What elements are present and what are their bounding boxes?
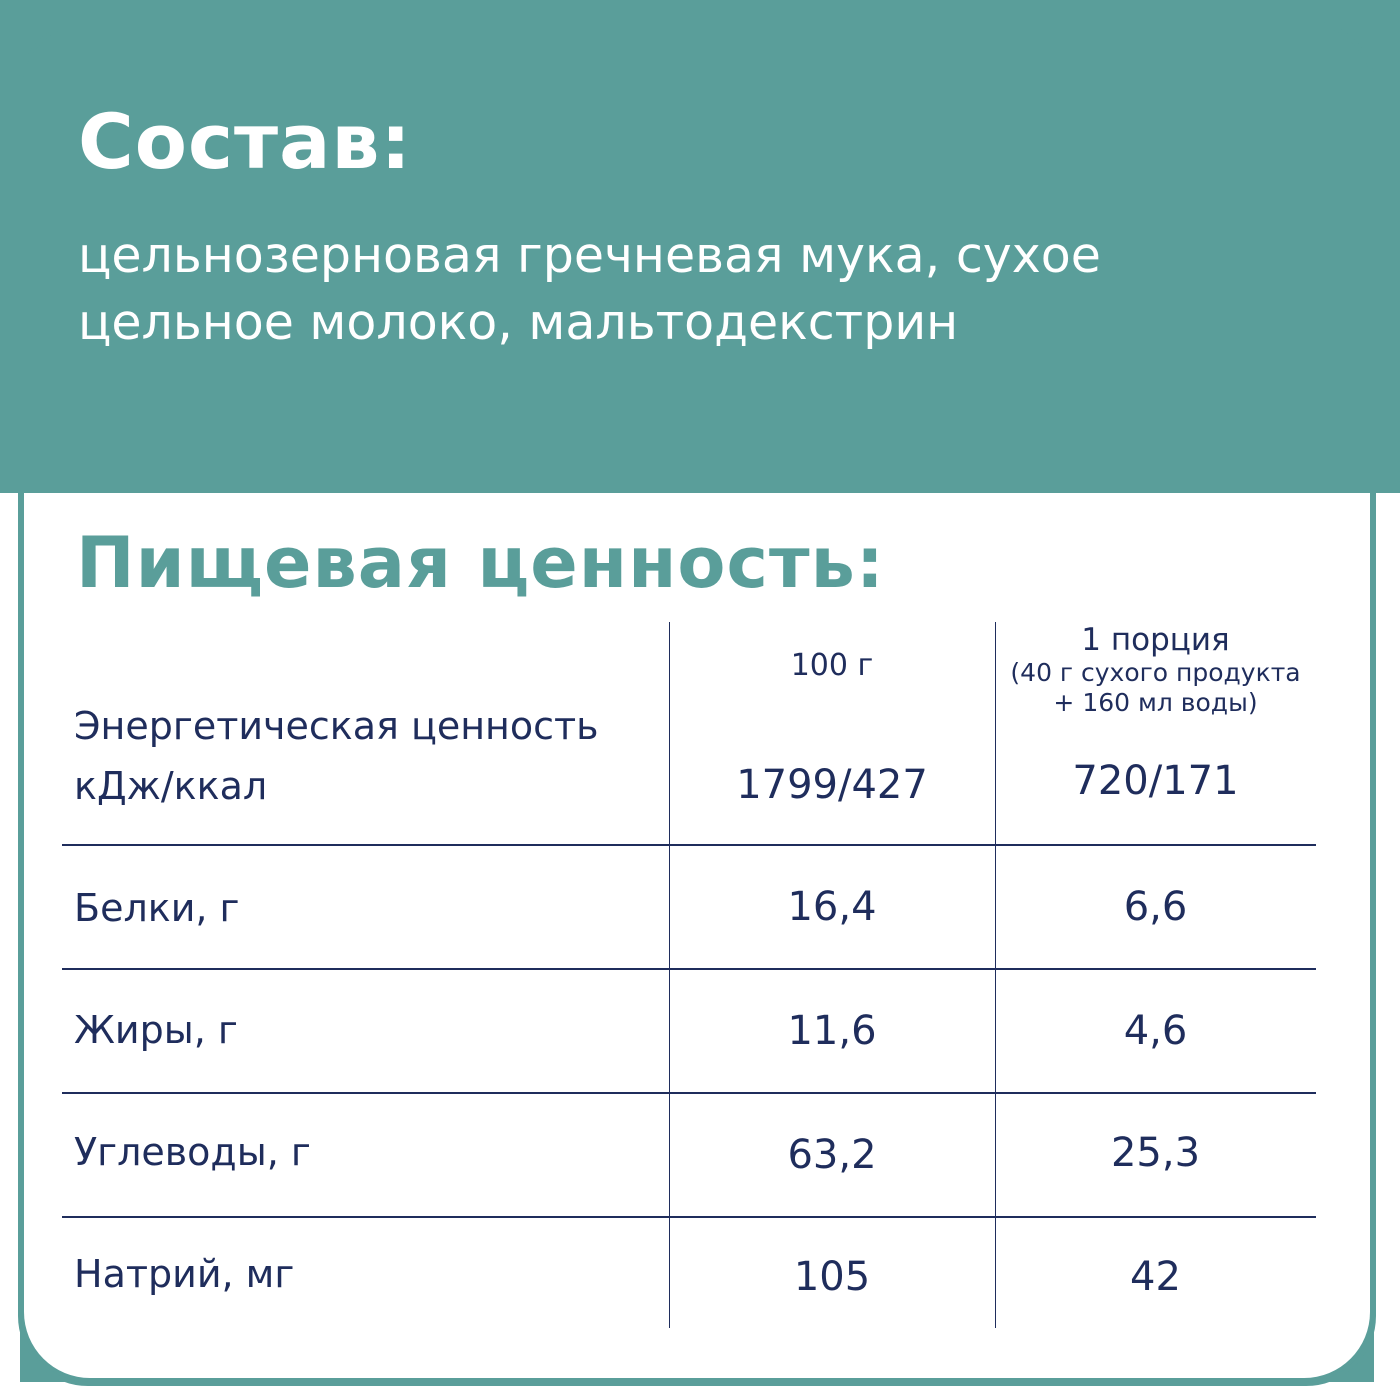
white-area-bottom: [0, 1382, 1400, 1400]
energy-per-100g: 1799/427: [736, 762, 928, 808]
carbohydrates-per-100g: 63,2: [787, 1132, 877, 1178]
row-divider: [62, 1092, 1316, 1094]
white-area-right: [1374, 493, 1400, 1400]
fat-per-100g: 11,6: [787, 1008, 877, 1054]
row-label-fat: Жиры, г: [74, 1008, 238, 1052]
composition-line-2: цельное молоко, мальтодекстрин: [78, 294, 959, 351]
row-label-energy-line-2: кДж/ккал: [74, 764, 268, 808]
sodium-per-100g: 105: [793, 1254, 871, 1300]
header-portion-main: 1 порция: [1081, 622, 1230, 658]
nutrition-title: Пищевая ценность:: [76, 522, 885, 604]
composition-title: Состав:: [78, 97, 412, 186]
row-divider: [62, 844, 1316, 846]
energy-per-portion: 720/171: [1072, 758, 1239, 804]
column-divider-1: [669, 622, 670, 1328]
row-divider: [62, 968, 1316, 970]
white-area-left: [0, 493, 20, 1400]
row-label-energy-line-1: Энергетическая ценность: [74, 704, 599, 748]
row-label-protein: Белки, г: [74, 886, 240, 930]
sodium-per-portion: 42: [1130, 1254, 1181, 1300]
fat-per-portion: 4,6: [1123, 1008, 1188, 1054]
protein-per-portion: 6,6: [1123, 884, 1188, 930]
carbohydrates-per-portion: 25,3: [1110, 1130, 1201, 1176]
header-per-100g: 100 г: [790, 648, 874, 683]
composition-text: [78, 222, 1178, 356]
header-portion-sub-1: (40 г сухого продукта: [1010, 658, 1301, 687]
header-per-portion: [995, 622, 1316, 718]
nutrition-table: [62, 622, 1316, 1328]
protein-per-100g: 16,4: [787, 884, 877, 930]
composition-line-1: цельнозерновая гречневая мука, сухое: [78, 227, 1101, 284]
header-portion-sub-2: + 160 мл воды): [1053, 688, 1258, 717]
row-divider: [62, 1216, 1316, 1218]
row-label-carbohydrates: Углеводы, г: [74, 1130, 311, 1174]
row-label-sodium: Натрий, мг: [74, 1252, 295, 1296]
column-divider-2: [995, 622, 996, 1328]
row-label-energy: [74, 696, 599, 816]
